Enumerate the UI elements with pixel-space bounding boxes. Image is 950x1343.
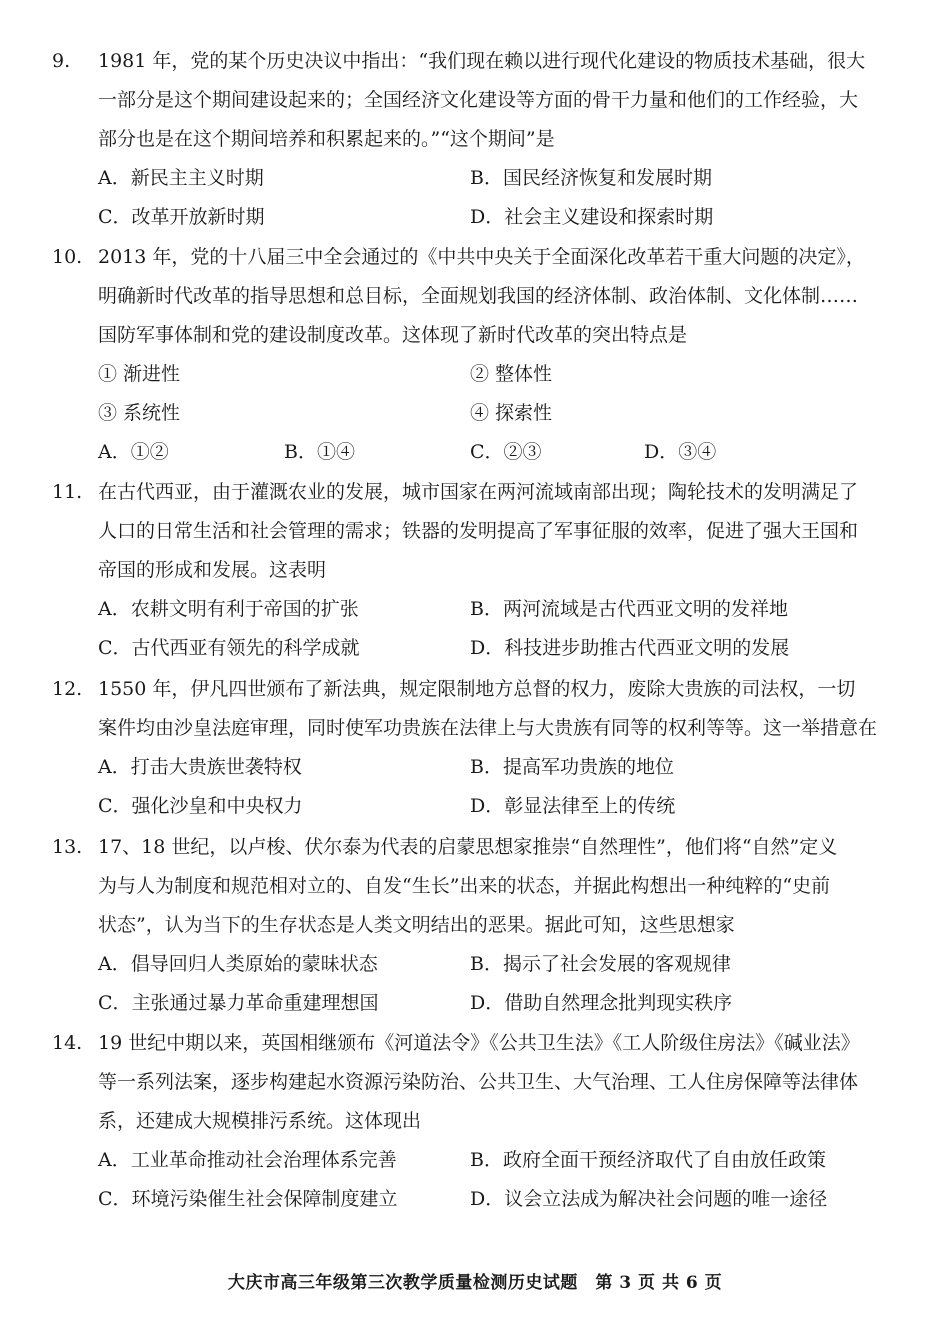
options-row: [52, 945, 902, 984]
options-row: [52, 629, 902, 668]
options-row: [52, 590, 902, 629]
question-number: 11.: [52, 481, 83, 503]
item-3: ③ 系统性: [98, 402, 181, 424]
option-d: D．彰显法律至上的传统: [470, 795, 676, 817]
option-a: A．①②: [98, 441, 169, 463]
options-row: [52, 198, 902, 237]
option-a: A．打击大贵族世袭特权: [98, 756, 302, 778]
question-stem-line: 状态”，认为当下的生存状态是人类文明结出的恶果。据此可知，这些思想家: [98, 914, 735, 936]
option-b: B．提高军功贵族的地位: [470, 756, 674, 778]
option-a: A．农耕文明有利于帝国的扩张: [98, 598, 359, 620]
question-stem-line: 案件均由沙皇法庭审理，同时使军功贵族在法律上与大贵族有同等的权利等等。这一举措意在: [98, 717, 878, 739]
option-a: A．新民主主义时期: [98, 167, 264, 189]
options-row: [52, 1141, 902, 1180]
question-number: 14.: [52, 1032, 83, 1054]
question-13: [52, 828, 902, 1023]
option-b: B．政府全面干预经济取代了自由放任政策: [470, 1149, 826, 1171]
option-c: C．主张通过暴力革命重建理想国: [98, 992, 379, 1014]
question-10: [52, 238, 902, 472]
options-row: [52, 433, 902, 472]
question-stem-line: 9. 1981 年，党的某个历史决议中指出：“我们现在赖以进行现代化建设的物质技术基础，很大: [52, 42, 902, 81]
question-12: [52, 670, 902, 826]
question-number: 10.: [52, 246, 83, 268]
option-a: A．工业革命推动社会治理体系完善: [98, 1149, 397, 1171]
question-number: 9.: [52, 50, 71, 72]
option-c: C．古代西亚有领先的科学成就: [98, 637, 360, 659]
question-stem-line: 系，还建成大规模排污系统。这体现出: [98, 1110, 422, 1132]
question-number: 12.: [52, 678, 83, 700]
question-stem-line: 11. 在古代西亚，由于灌溉农业的发展，城市国家在两河流域南部出现；陶轮技术的发明满足了: [52, 473, 902, 512]
items-row: [52, 355, 902, 394]
option-d: D．议会立法成为解决社会问题的唯一途径: [470, 1188, 828, 1210]
option-b: B．①④: [284, 441, 355, 463]
item-1: ① 渐进性: [98, 363, 181, 385]
options-row: [52, 984, 902, 1023]
question-14: [52, 1024, 902, 1219]
question-stem-line: 12. 1550 年，伊凡四世颁布了新法典，规定限制地方总督的权力，废除大贵族的司法权，一切: [52, 670, 902, 709]
option-d: D．社会主义建设和探索时期: [470, 206, 714, 228]
items-row: [52, 394, 902, 433]
option-c: C．改革开放新时期: [98, 206, 265, 228]
question-stem-line: 帝国的形成和发展。这表明: [98, 559, 327, 581]
option-b: B．揭示了社会发展的客观规律: [470, 953, 731, 975]
option-c: C．②③: [470, 441, 542, 463]
option-b: B．两河流域是古代西亚文明的发祥地: [470, 598, 788, 620]
question-stem-line: 13. 17、18 世纪，以卢梭、伏尔泰为代表的启蒙思想家推崇“自然理性”，他们将“自然”定义: [52, 828, 902, 867]
item-4: ④ 探索性: [470, 402, 553, 424]
question-stem-line: 国防军事体制和党的建设制度改革。这体现了新时代改革的突出特点是: [98, 324, 688, 346]
option-c: C．强化沙皇和中央权力: [98, 795, 303, 817]
options-row: [52, 1180, 902, 1219]
question-stem-line: 人口的日常生活和社会管理的需求；铁器的发明提高了军事征服的效率，促进了强大王国和: [98, 520, 859, 542]
question-stem-line: 部分也是在这个期间培养和积累起来的。”“这个期间”是: [98, 128, 555, 150]
option-c: C．环境污染催生社会保障制度建立: [98, 1188, 398, 1210]
question-stem-line: 为与人为制度和规范相对立的、自发“生长”出来的状态，并据此构想出一种纯粹的“史前: [98, 875, 831, 897]
options-row: [52, 159, 902, 198]
question-9: [52, 42, 902, 237]
question-11: [52, 473, 902, 668]
options-row: [52, 748, 902, 787]
option-a: A．倡导回归人类原始的蒙昧状态: [98, 953, 378, 975]
question-stem-line: 10. 2013 年，党的十八届三中全会通过的《中共中央关于全面深化改革若干重大问题的决定》，: [52, 238, 902, 277]
option-d: D．科技进步助推古代西亚文明的发展: [470, 637, 790, 659]
page-footer: 大庆市高三年级第三次教学质量检测历史试题 第 3 页 共 6 页: [227, 1273, 723, 1293]
option-d: D．借助自然理念批判现实秩序: [470, 992, 733, 1014]
option-b: B．国民经济恢复和发展时期: [470, 167, 712, 189]
question-stem-line: 14. 19 世纪中期以来，英国相继颁布《河道法令》《公共卫生法》《工人阶级住房法》《碱业法》: [52, 1024, 902, 1063]
options-row: [52, 787, 902, 826]
option-d: D．③④: [644, 441, 717, 463]
question-stem-line: 明确新时代改革的指导思想和总目标，全面规划我国的经济体制、政治体制、文化体制……: [98, 285, 859, 307]
item-2: ② 整体性: [470, 363, 553, 385]
question-stem-line: 一部分是这个期间建设起来的；全国经济文化建设等方面的骨干力量和他们的工作经验，大: [98, 89, 859, 111]
question-number: 13.: [52, 836, 83, 858]
question-stem-line: 等一系列法案，逐步构建起水资源污染防治、公共卫生、大气治理、工人住房保障等法律体: [98, 1071, 859, 1093]
